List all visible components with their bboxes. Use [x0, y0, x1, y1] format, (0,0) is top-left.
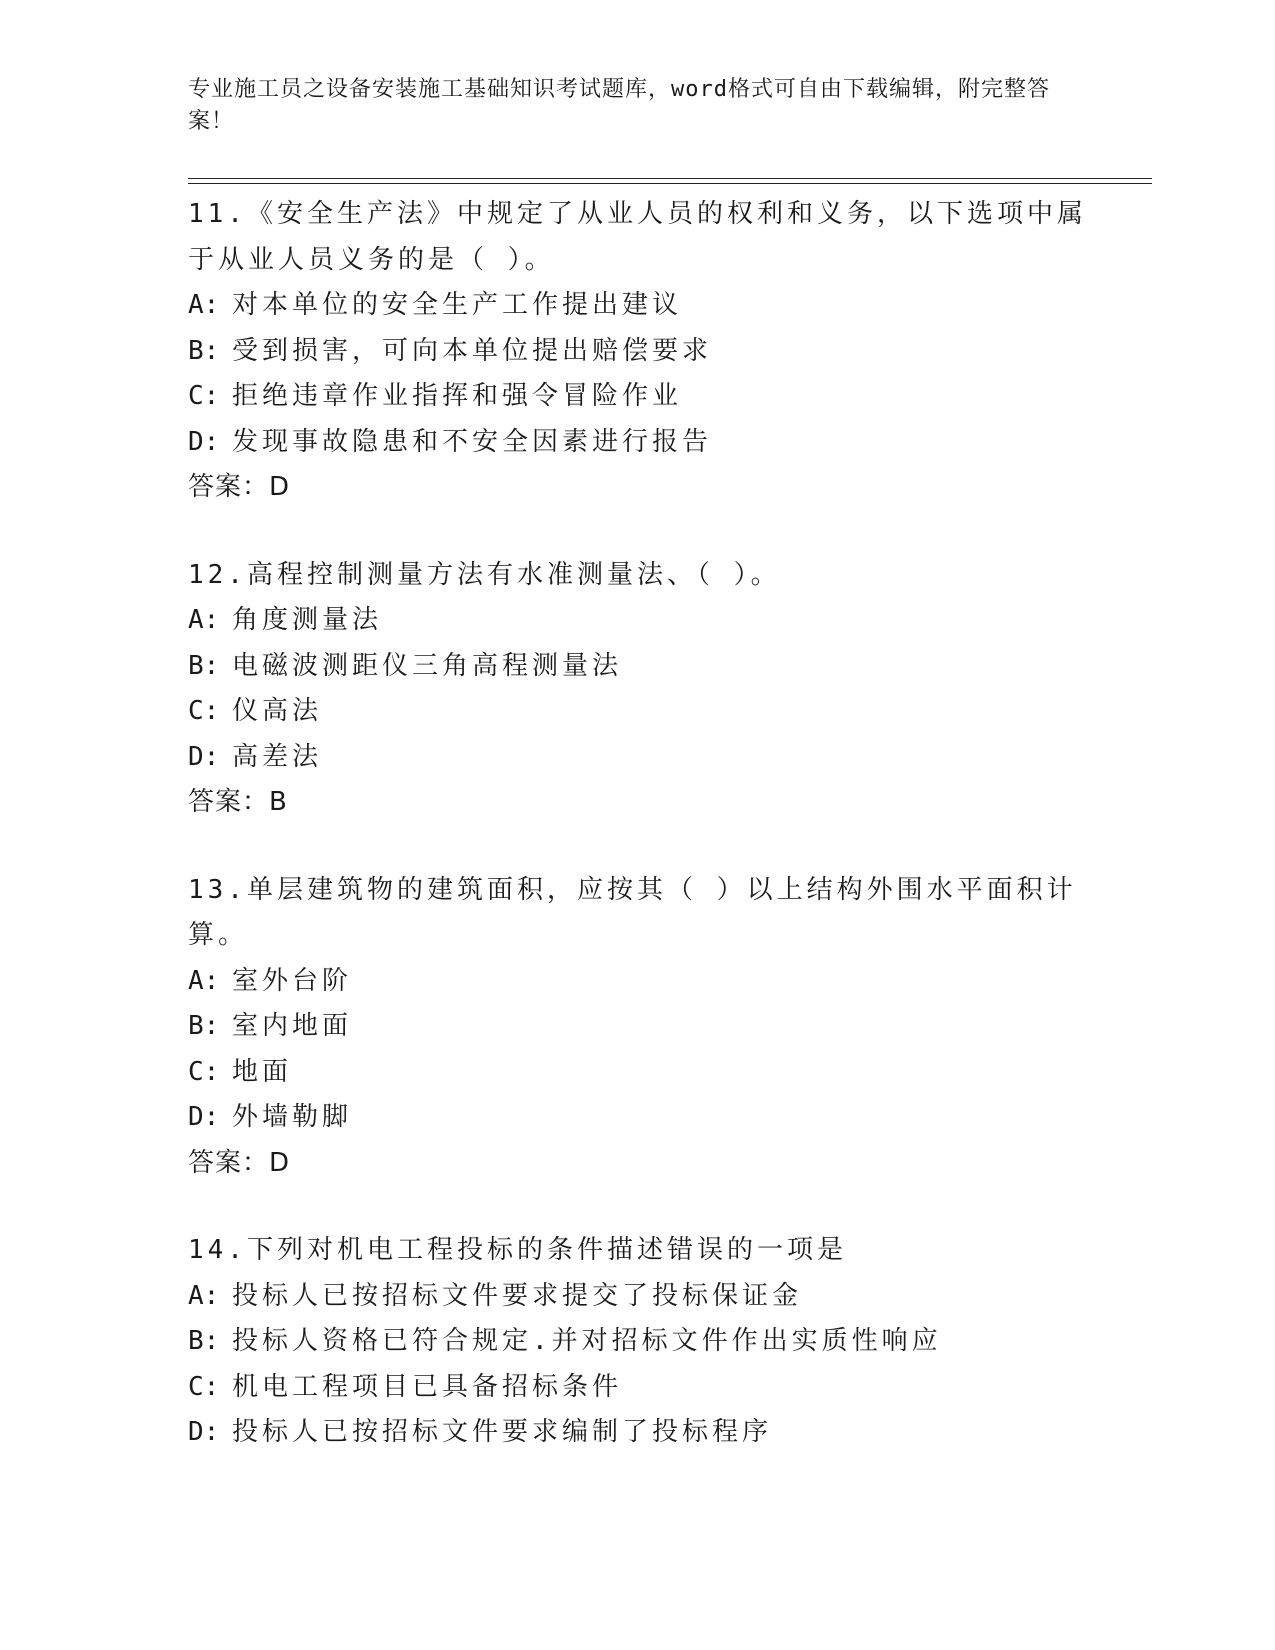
option-text: 仪高法: [232, 696, 323, 726]
option-c: [188, 689, 1088, 735]
option-c: [188, 1365, 1088, 1411]
option-label: C:: [188, 1371, 220, 1402]
option-label: A:: [188, 1280, 220, 1311]
option-label: A:: [188, 290, 220, 320]
option-c: [188, 374, 1088, 420]
option-b: [188, 1319, 1088, 1365]
option-d: [188, 1410, 1088, 1456]
option-text: 拒绝违章作业指挥和强令冒险作业: [232, 381, 683, 411]
question-11: [188, 192, 1088, 511]
option-a: [188, 598, 1088, 644]
question-title: 11.《安全生产法》中规定了从业人员的权利和义务，以下选项中属于从业人员义务的是（ ）。: [188, 199, 1087, 275]
option-b: [188, 1004, 1088, 1050]
option-label: D:: [188, 741, 220, 772]
question-13: [188, 868, 1088, 1187]
answer-line: 答案：B: [188, 787, 288, 817]
option-d: [188, 1095, 1088, 1141]
option-a: [188, 1274, 1088, 1320]
question-list: [188, 192, 1088, 1498]
option-a: [188, 959, 1088, 1005]
option-label: D:: [188, 1102, 220, 1132]
header-divider-bottom: [188, 183, 1152, 184]
answer-line: 答案：D: [188, 1147, 291, 1178]
option-text: 角度测量法: [232, 605, 383, 635]
option-text: 受到损害，可向本单位提出赔偿要求: [232, 335, 713, 366]
option-text: 发现事故隐患和不安全因素进行报告: [232, 426, 713, 457]
header-divider-top: [188, 178, 1152, 179]
option-text: 投标人资格已符合规定.并对招标文件作出实质性响应: [232, 1326, 942, 1356]
option-d: [188, 735, 1088, 781]
question-title: 12.高程控制测量方法有水准测量法、（ ）。: [188, 559, 781, 590]
option-text: 室外台阶: [232, 965, 353, 996]
option-text: 投标人已按招标文件要求提交了投标保证金: [232, 1280, 803, 1311]
option-label: D:: [188, 426, 220, 457]
option-label: C:: [188, 1056, 220, 1087]
option-label: B:: [188, 650, 220, 681]
option-label: B:: [188, 335, 220, 366]
option-label: C:: [188, 381, 220, 411]
option-text: 地面: [232, 1056, 293, 1087]
option-c: [188, 1050, 1088, 1096]
option-label: B:: [188, 1326, 220, 1356]
question-12: [188, 553, 1088, 826]
option-text: 投标人已按招标文件要求编制了投标程序: [232, 1417, 773, 1447]
option-label: B:: [188, 1011, 220, 1041]
option-b: [188, 329, 1088, 375]
option-label: A:: [188, 965, 220, 996]
option-text: 高差法: [232, 741, 323, 772]
option-b: [188, 644, 1088, 690]
question-title: 13.单层建筑物的建筑面积，应按其（ ）以上结构外围水平面积计算。: [188, 874, 1077, 950]
option-text: 外墙勒脚: [232, 1102, 353, 1132]
question-title: 14.下列对机电工程投标的条件描述错误的一项是: [188, 1235, 847, 1265]
option-text: 电磁波测距仪三角高程测量法: [232, 650, 623, 681]
option-label: D:: [188, 1417, 220, 1447]
option-text: 对本单位的安全生产工作提出建议: [232, 290, 683, 320]
option-d: [188, 420, 1088, 466]
document-header: 专业施工员之设备安装施工基础知识考试题库，word格式可自由下载编辑，附完整答案！: [188, 77, 1050, 134]
option-label: C:: [188, 696, 220, 726]
option-text: 室内地面: [232, 1011, 353, 1041]
question-14: [188, 1228, 1088, 1456]
answer-line: 答案：D: [188, 472, 291, 502]
option-text: 机电工程项目已具备招标条件: [232, 1371, 623, 1402]
option-a: [188, 283, 1088, 329]
option-label: A:: [188, 605, 220, 635]
